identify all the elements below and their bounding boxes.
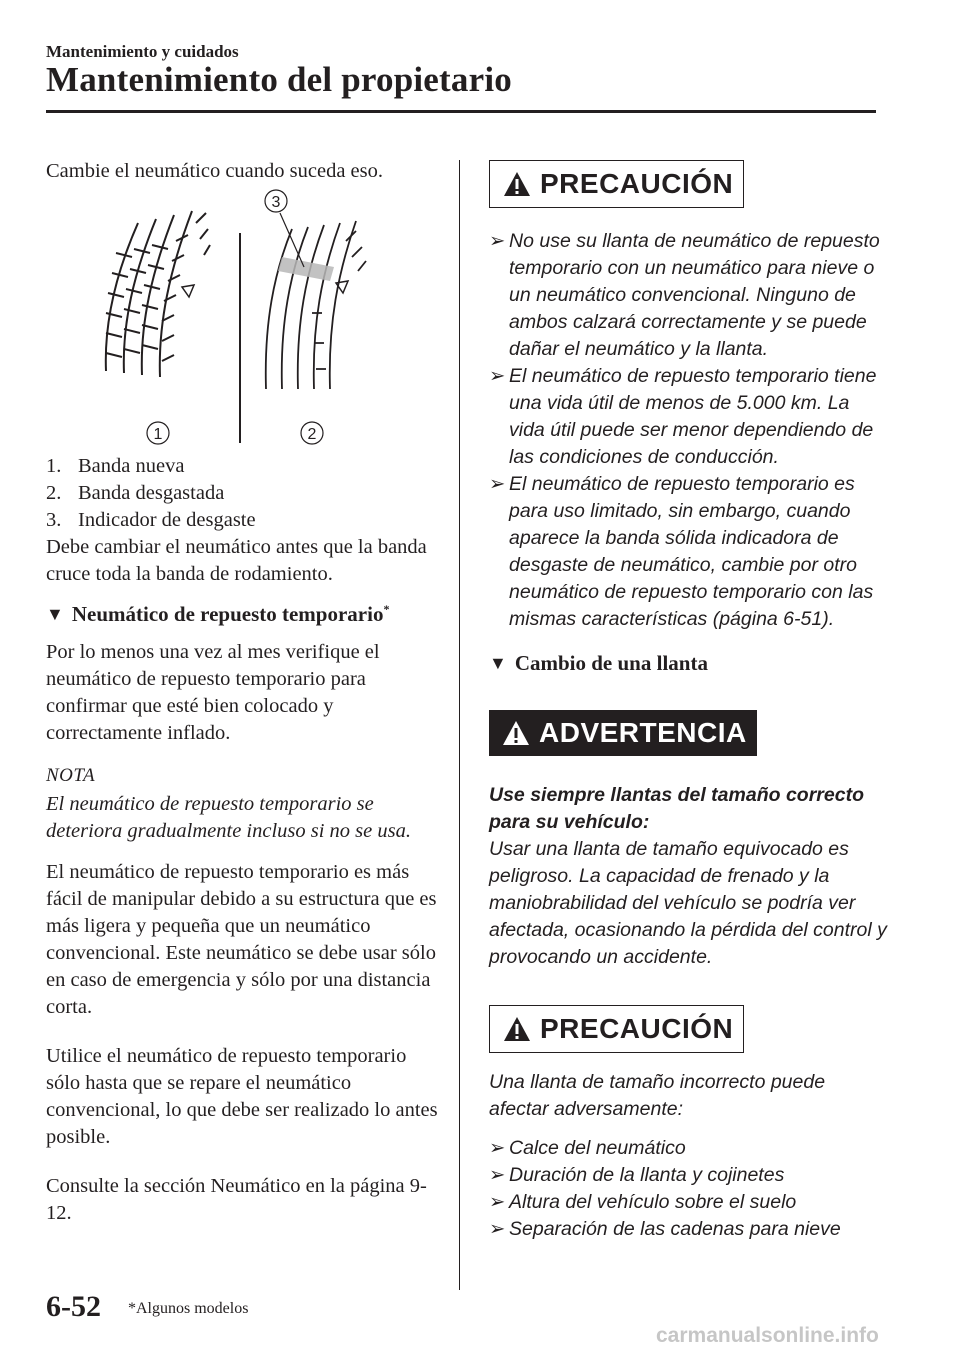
list-item: 1. Banda nueva — [46, 455, 185, 477]
watermark: carmanualsonline.info — [656, 1324, 879, 1347]
caution-label-box — [489, 160, 744, 208]
callout-3 — [265, 190, 287, 212]
bullet-arrow-icon: ➢ — [489, 1137, 506, 1159]
wear-bar — [278, 257, 334, 281]
list-item: ➢ Separación de las cadenas para nieve — [489, 1216, 889, 1243]
footnote: *Algunos modelos — [128, 1300, 249, 1317]
list-item: 3. Indicador de desgaste — [46, 509, 256, 531]
list-item: ➢ El neumático de repuesto temporario tiene una vida útil de menos de 5.000 km. La vida útil puede ser menor dependiendo de las condiciones de conducción. — [489, 363, 889, 471]
caution-intro-2: Una llanta de tamaño incorrecto puede afectar adversamente: — [489, 1071, 826, 1120]
spare-tire-heading: ▼ Neumático de repuesto temporario* — [46, 602, 390, 626]
list-item: ➢ Duración de la llanta y cojinetes — [489, 1162, 889, 1189]
list-item: ➢ El neumático de repuesto temporario es para uso limitado, sin embargo, cuando aparece la banda sólida indicadora de desgaste de neumático, cambie por otro neumático de repuesto temporario con las mismas características (página 6-51). — [489, 471, 889, 633]
bullet-arrow-icon: ➢ — [489, 1191, 506, 1213]
list-item: ➢ Calce del neumático — [489, 1135, 889, 1162]
right-column — [489, 160, 889, 1243]
list-item: 2. Banda desgastada — [46, 482, 225, 504]
svg-text:3: 3 — [271, 194, 281, 211]
bullet-arrow-icon: ➢ — [489, 473, 506, 495]
wear-indicator-arrow-new — [182, 285, 194, 297]
caution-label-box — [489, 1005, 744, 1053]
figure-legend — [46, 453, 442, 534]
list-item: ➢ No use su llanta de neumático de repuesto temporario con un neumático para nieve o un neumático convencional. Ninguno de ambos calzará correctamente y se puede dañar el neumático y la llanta. — [489, 228, 889, 363]
warning-label: ADVERTENCIA — [539, 717, 747, 748]
warning-triangle-icon — [502, 170, 532, 198]
bullet-arrow-icon: ➢ — [489, 365, 506, 387]
section-label: Mantenimiento y cuidados — [46, 42, 239, 61]
paragraph: El neumático de repuesto temporario es más fácil de manipular debido a su estructura que es más ligera y pequeña que un neumático convencional. Este neumático se debe usar sólo en caso de emergencia y sólo por una distancia corta. — [46, 861, 437, 1018]
worn-tread-drawing — [266, 221, 366, 389]
caution-label: PRECAUCIÓN — [540, 1013, 734, 1044]
replace-note: Debe cambiar el neumático antes que la banda cruce toda la banda de rodamiento. — [46, 536, 427, 585]
bullet-arrow-icon: ➢ — [489, 1218, 506, 1240]
warning-triangle-icon — [502, 1015, 532, 1043]
callout-1 — [147, 422, 169, 444]
paragraph: Consulte la sección Neumático en la página 9-12. — [46, 1175, 427, 1224]
paragraph: Utilice el neumático de repuesto temporario sólo hasta que se repare el neumático convencional, lo que debe ser realizado lo antes posible. — [46, 1045, 438, 1148]
caution-label: PRECAUCIÓN — [540, 168, 734, 199]
page-title: Mantenimiento del propietario — [46, 60, 512, 99]
tread-wear-figure — [46, 193, 442, 443]
tread-wear-illustration — [46, 193, 442, 443]
bullet-arrow-icon: ➢ — [489, 230, 506, 252]
caution-list-2 — [489, 1135, 889, 1243]
page-number: 6-52 — [46, 1290, 101, 1323]
spare-tire-text: Por lo menos una vez al mes verifique el neumático de repuesto temporario para confirmar que esté bien colocado y correctamente inflado. — [46, 641, 380, 744]
new-tread-drawing — [106, 211, 210, 377]
list-item: ➢ Altura del vehículo sobre el suelo — [489, 1189, 889, 1216]
warning-text: Usar una llanta de tamaño equivocado es peligroso. La capacidad de frenado y la maniobrabilidad del vehículo se podría ver afectada, ocasionando la pérdida del control y provocando un accidente. — [489, 838, 887, 968]
warning-bold-text: Use siempre llantas del tamaño correcto para su vehículo: — [489, 784, 864, 833]
left-column — [46, 158, 442, 1227]
nota-heading: NOTA — [46, 765, 96, 786]
nota-text: El neumático de repuesto temporario se deteriora gradualmente incluso si no se usa. — [46, 793, 411, 842]
callout-2 — [301, 422, 323, 444]
title-rule — [46, 110, 876, 113]
svg-text:1: 1 — [153, 426, 163, 443]
warning-label-box — [489, 710, 757, 756]
rim-change-heading: ▼ Cambio de una llanta — [489, 651, 708, 675]
svg-text:2: 2 — [307, 426, 317, 443]
warning-triangle-icon — [501, 719, 531, 747]
intro-text: Cambie el neumático cuando suceda eso. — [46, 160, 383, 182]
bullet-arrow-icon: ➢ — [489, 1164, 506, 1186]
heading-marker-icon: ▼ — [489, 653, 507, 673]
heading-marker-icon: ▼ — [46, 604, 64, 624]
caution-list-1 — [489, 228, 889, 633]
column-divider — [459, 160, 460, 1290]
